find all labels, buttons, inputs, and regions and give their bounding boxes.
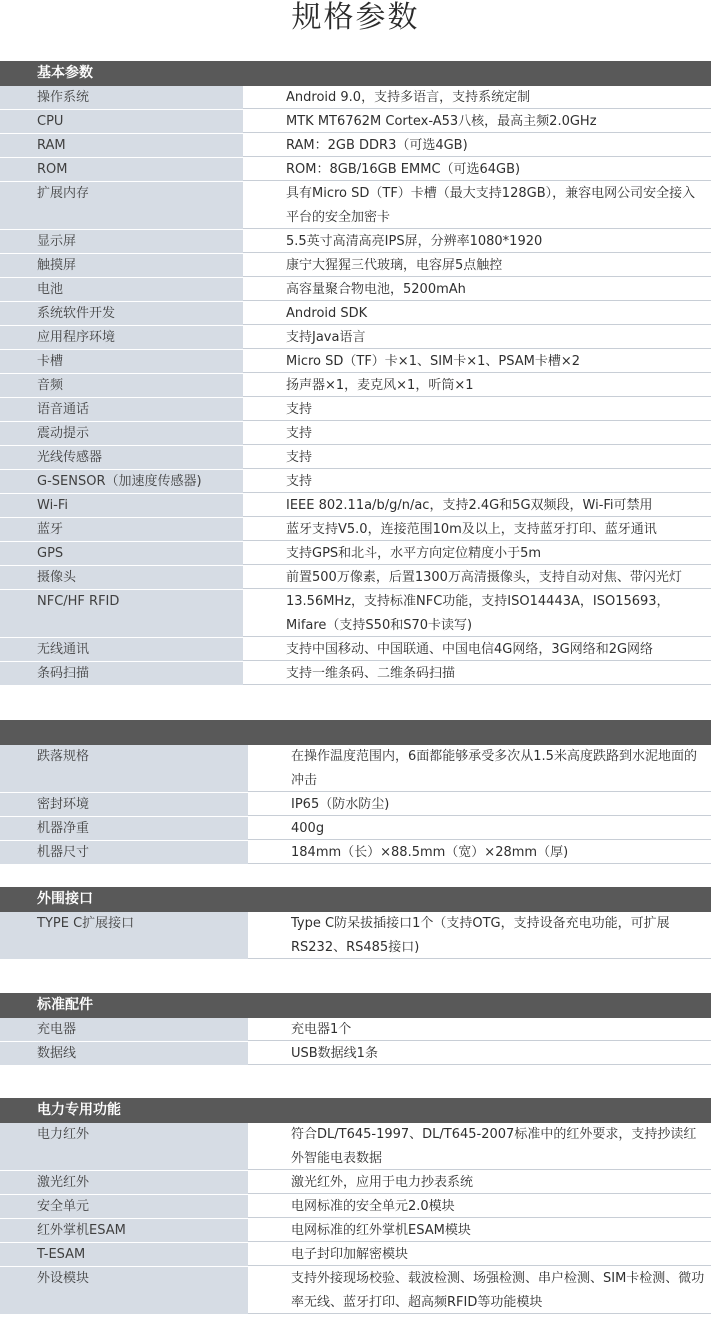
spec-key: 应用程序环境 — [0, 326, 243, 349]
spec-key: 操作系统 — [0, 86, 243, 109]
spec-row — [0, 1123, 711, 1171]
spec-key: Wi-Fi — [0, 494, 243, 517]
spec-value: MTK MT6762M Cortex-A53八核，最高主频2.0GHz — [243, 110, 711, 133]
spec-value: 前置500万像素，后置1300万高清摄像头，支持自动对焦、带闪光灯 — [243, 566, 711, 589]
spec-key: 外设模块 — [0, 1267, 248, 1314]
spec-value: 支持GPS和北斗，水平方向定位精度小于5m — [243, 542, 711, 565]
spec-row — [0, 134, 711, 158]
spec-value: 电网标准的红外掌机ESAM模块 — [248, 1219, 711, 1242]
spec-value: 扬声器×1，麦克风×1，听筒×1 — [243, 374, 711, 397]
spec-row — [0, 446, 711, 470]
section-header: 电力专用功能 — [0, 1098, 711, 1123]
spec-key: 无线通讯 — [0, 638, 243, 661]
spec-row — [0, 745, 711, 793]
spec-row — [0, 518, 711, 542]
spec-value: 在操作温度范围内，6面都能够承受多次从1.5米高度跌路到水泥地面的冲击 — [248, 745, 711, 792]
spec-row — [0, 566, 711, 590]
spec-value: 电子封印加解密模块 — [248, 1243, 711, 1266]
spec-key: 摄像头 — [0, 566, 243, 589]
section-header — [0, 720, 711, 745]
spec-value: 蓝牙支持V5.0，连接范围10m及以上，支持蓝牙打印、蓝牙通讯 — [243, 518, 711, 541]
spec-key: GPS — [0, 542, 243, 565]
spec-row — [0, 662, 711, 686]
spec-value: 支持 — [243, 470, 711, 493]
spec-key: RAM — [0, 134, 243, 157]
spec-value: 符合DL/T645-1997、DL/T645-2007标准中的红外要求，支持抄读红外智能电表数据 — [248, 1123, 711, 1170]
section-header: 基本参数 — [0, 61, 711, 86]
spec-value: Micro SD（TF）卡×1、SIM卡×1、PSAM卡槽×2 — [243, 350, 711, 373]
spec-row — [0, 912, 711, 960]
spec-value: 支持一维条码、二维条码扫描 — [243, 662, 711, 685]
spec-key: G-SENSOR（加速度传感器) — [0, 470, 243, 493]
spec-key: NFC/HF RFID — [0, 590, 243, 637]
spec-value: 400g — [248, 817, 711, 840]
spec-key: 触摸屏 — [0, 254, 243, 277]
spec-row — [0, 1219, 711, 1243]
spec-key: 电力红外 — [0, 1123, 248, 1170]
spec-row — [0, 793, 711, 817]
spec-value: Type C防呆拔插接口1个（支持OTG，支持设备充电功能，可扩展RS232、RS485接口) — [248, 912, 711, 959]
spec-row — [0, 398, 711, 422]
section-power — [0, 1098, 711, 1315]
spec-row — [0, 1018, 711, 1042]
spec-row — [0, 494, 711, 518]
spec-row — [0, 470, 711, 494]
spec-row — [0, 254, 711, 278]
section-header: 外围接口 — [0, 887, 711, 912]
spec-row — [0, 110, 711, 134]
section-durability — [0, 720, 711, 865]
spec-value: 支持Java语言 — [243, 326, 711, 349]
spec-value: Android 9.0，支持多语言，支持系统定制 — [243, 86, 711, 109]
spec-row — [0, 182, 711, 230]
spec-value: 支持中国移动、中国联通、中国电信4G网络，3G网络和2G网络 — [243, 638, 711, 661]
spec-value: 电网标准的安全单元2.0模块 — [248, 1195, 711, 1218]
spec-value: 支持 — [243, 446, 711, 469]
spec-key: 数据线 — [0, 1042, 248, 1065]
section-header: 标准配件 — [0, 993, 711, 1018]
spec-row — [0, 1243, 711, 1267]
spec-key: 机器净重 — [0, 817, 248, 840]
spec-row — [0, 1267, 711, 1315]
spec-row — [0, 158, 711, 182]
spec-value: 康宁大猩猩三代玻璃，电容屏5点触控 — [243, 254, 711, 277]
spec-value: IP65（防水防尘) — [248, 793, 711, 816]
spec-key: 光线传感器 — [0, 446, 243, 469]
spec-value: 184mm（长）×88.5mm（宽）×28mm（厚) — [248, 841, 711, 864]
spec-row — [0, 326, 711, 350]
spec-key: 激光红外 — [0, 1171, 248, 1194]
spec-value: USB数据线1条 — [248, 1042, 711, 1065]
spec-row — [0, 1195, 711, 1219]
spec-key: 系统软件开发 — [0, 302, 243, 325]
spec-value: 支持外接现场校验、载波检测、场强检测、串户检测、SIM卡检测、微功率无线、蓝牙打印、超高频RFID等功能模块 — [248, 1267, 711, 1314]
spec-key: 语音通话 — [0, 398, 243, 421]
spec-key: 机器尺寸 — [0, 841, 248, 864]
spec-row — [0, 278, 711, 302]
section-accessories — [0, 993, 711, 1066]
spec-row — [0, 86, 711, 110]
spec-key: 安全单元 — [0, 1195, 248, 1218]
section-basic — [0, 61, 711, 686]
spec-key: ROM — [0, 158, 243, 181]
spec-row — [0, 350, 711, 374]
spec-value: 5.5英寸高清高亮IPS屏，分辨率1080*1920 — [243, 230, 711, 253]
spec-row — [0, 422, 711, 446]
spec-key: TYPE C扩展接口 — [0, 912, 248, 959]
spec-key: 显示屏 — [0, 230, 243, 253]
section-interface — [0, 887, 711, 960]
spec-value: IEEE 802.11a/b/g/n/ac，支持2.4G和5G双频段，Wi-Fi可禁用 — [243, 494, 711, 517]
spec-value: 高容量聚合物电池，5200mAh — [243, 278, 711, 301]
spec-value: 充电器1个 — [248, 1018, 711, 1041]
spec-row — [0, 817, 711, 841]
spec-key: 跌落规格 — [0, 745, 248, 792]
page-title: 规格参数 — [291, 0, 420, 35]
spec-row — [0, 1171, 711, 1195]
spec-value: 具有Micro SD（TF）卡槽（最大支持128GB），兼容电网公司安全接入平台的安全加密卡 — [243, 182, 711, 229]
spec-value: RAM：2GB DDR3（可选4GB) — [243, 134, 711, 157]
spec-key: T-ESAM — [0, 1243, 248, 1266]
spec-row — [0, 542, 711, 566]
spec-row — [0, 590, 711, 638]
spec-key: 条码扫描 — [0, 662, 243, 685]
spec-value: Android SDK — [243, 302, 711, 325]
spec-key: CPU — [0, 110, 243, 133]
spec-key: 电池 — [0, 278, 243, 301]
spec-value: 13.56MHz，支持标准NFC功能，支持ISO14443A，ISO15693，Mifare（支持S50和S70卡读写) — [243, 590, 711, 637]
spec-key: 卡槽 — [0, 350, 243, 373]
spec-key: 蓝牙 — [0, 518, 243, 541]
spec-row — [0, 374, 711, 398]
spec-row — [0, 230, 711, 254]
spec-key: 密封环境 — [0, 793, 248, 816]
spec-row — [0, 302, 711, 326]
spec-row — [0, 638, 711, 662]
spec-row — [0, 1042, 711, 1066]
spec-value: ROM：8GB/16GB EMMC（可选64GB) — [243, 158, 711, 181]
spec-value: 支持 — [243, 398, 711, 421]
spec-row — [0, 841, 711, 865]
spec-key: 扩展内存 — [0, 182, 243, 229]
spec-key: 音频 — [0, 374, 243, 397]
spec-key: 红外掌机ESAM — [0, 1219, 248, 1242]
spec-key: 震动提示 — [0, 422, 243, 445]
spec-value: 支持 — [243, 422, 711, 445]
spec-key: 充电器 — [0, 1018, 248, 1041]
spec-value: 激光红外，应用于电力抄表系统 — [248, 1171, 711, 1194]
